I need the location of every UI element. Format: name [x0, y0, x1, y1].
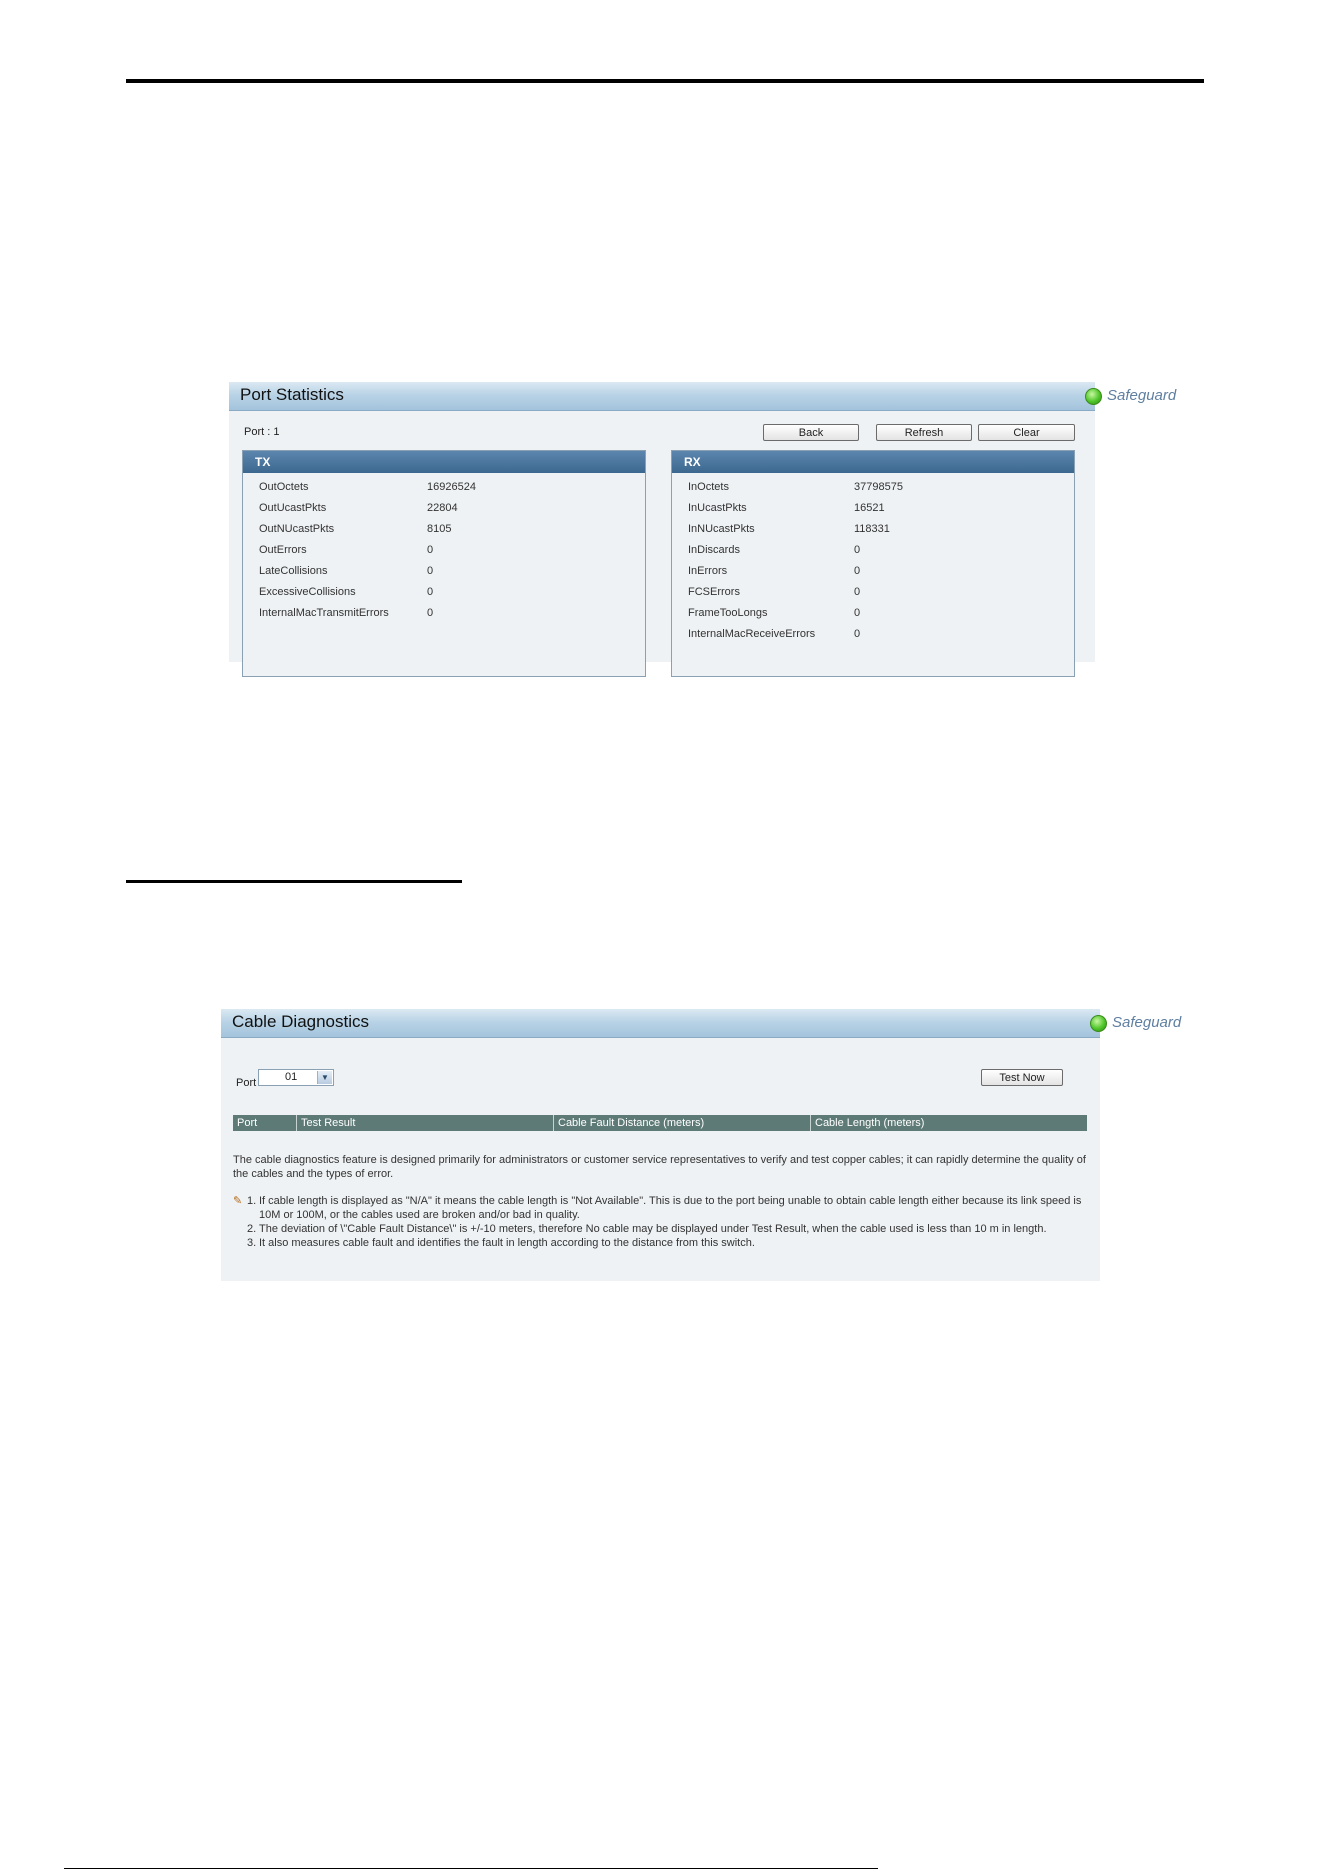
rx-box [671, 450, 1075, 677]
top-rule [126, 79, 1204, 83]
stat-value: 0 [427, 544, 434, 556]
stat-value: 22804 [427, 502, 458, 514]
port-select[interactable] [258, 1069, 334, 1086]
note-text: If cable length is displayed as "N/A" it means the cable length is "Not Available". This is due to the port being unable to obtain cable length either because its link speed is 10M or 100M, or the cables used are broken and/or bad in quality. [259, 1195, 1082, 1221]
tx-header: TX [243, 451, 645, 473]
column-header-fault-distance: Cable Fault Distance (meters) [554, 1115, 811, 1131]
stat-value: 0 [427, 565, 434, 577]
stat-name: OutErrors [259, 544, 307, 556]
panel-title: Cable Diagnostics [232, 1012, 370, 1031]
stat-value: 118331 [854, 523, 890, 535]
stat-name: InternalMacReceiveErrors [688, 628, 816, 640]
note-item [233, 1194, 1093, 1222]
stat-value: 0 [854, 565, 861, 577]
note-number: 1. [247, 1195, 257, 1207]
column-header-test-result: Test Result [297, 1115, 554, 1131]
refresh-button[interactable]: Refresh [876, 424, 972, 441]
stat-name: InOctets [688, 481, 729, 493]
stat-value: 16926524 [427, 481, 476, 493]
stat-name: LateCollisions [259, 565, 328, 577]
stat-name: InNUcastPkts [688, 523, 755, 535]
stat-name: ExcessiveCollisions [259, 586, 356, 598]
port-select-value: 01 [285, 1071, 298, 1083]
test-now-button[interactable]: Test Now [981, 1069, 1063, 1086]
description-text: The cable diagnostics feature is designed primarily for administrators or customer service representatives to verify and test copper cables; it can rapidly determine the quality of the cables and the types of error. [233, 1154, 1086, 1180]
stat-value: 0 [854, 544, 861, 556]
panel-header [221, 1009, 1182, 1038]
stat-value: 0 [854, 628, 861, 640]
chevron-down-icon[interactable]: ▼ [317, 1071, 332, 1084]
result-table-header [233, 1115, 1087, 1131]
stat-value: 16521 [854, 502, 885, 514]
status-dot-icon [1085, 388, 1102, 405]
stat-value: 0 [854, 607, 861, 619]
stat-name: OutUcastPkts [259, 502, 327, 514]
port-statistics-panel [229, 382, 1177, 662]
stat-name: InUcastPkts [688, 502, 747, 514]
note-number: 3. [247, 1237, 257, 1249]
stat-name: FCSErrors [688, 586, 740, 598]
note-text: It also measures cable fault and identifies the fault in length according to the distance from this switch. [259, 1237, 755, 1249]
note-item [233, 1222, 1093, 1236]
safeguard-label: Safeguard [1107, 387, 1177, 404]
stat-value: 0 [854, 586, 861, 598]
port-label: Port : 1 [244, 426, 280, 438]
stat-value: 0 [427, 586, 434, 598]
column-header-cable-length: Cable Length (meters) [815, 1117, 925, 1129]
status-dot-icon [1090, 1015, 1107, 1032]
section-rule [126, 880, 462, 883]
stat-value: 8105 [427, 523, 452, 535]
column-header-port: Port [233, 1115, 297, 1131]
port-select-label: Port [236, 1077, 257, 1089]
safeguard-label: Safeguard [1112, 1014, 1182, 1031]
note-item [233, 1236, 1093, 1250]
panel-header [229, 382, 1177, 411]
stat-name: InDiscards [688, 544, 740, 556]
panel-title: Port Statistics [240, 385, 344, 404]
tx-box [242, 450, 646, 677]
stat-name: InErrors [688, 565, 728, 577]
stat-value: 37798575 [854, 481, 903, 493]
cable-diagnostics-panel [221, 1009, 1182, 1281]
clear-button[interactable]: Clear [978, 424, 1075, 441]
stat-name: OutOctets [259, 481, 309, 493]
rx-header: RX [672, 451, 1074, 473]
stat-name: InternalMacTransmitErrors [259, 607, 389, 619]
stat-name: FrameTooLongs [688, 607, 768, 619]
footer-rule [64, 1868, 878, 1869]
notes-list [233, 1194, 1093, 1250]
back-button[interactable]: Back [763, 424, 859, 441]
note-text: The deviation of \"Cable Fault Distance\" is +/-10 meters, therefore No cable may be displayed under Test Result, when the cable used is less than 10 m in length. [259, 1223, 1047, 1235]
note-number: 2. [247, 1223, 257, 1235]
pencil-icon: ✎ [233, 1195, 243, 1207]
stat-name: OutNUcastPkts [259, 523, 335, 535]
stat-value: 0 [427, 607, 434, 619]
